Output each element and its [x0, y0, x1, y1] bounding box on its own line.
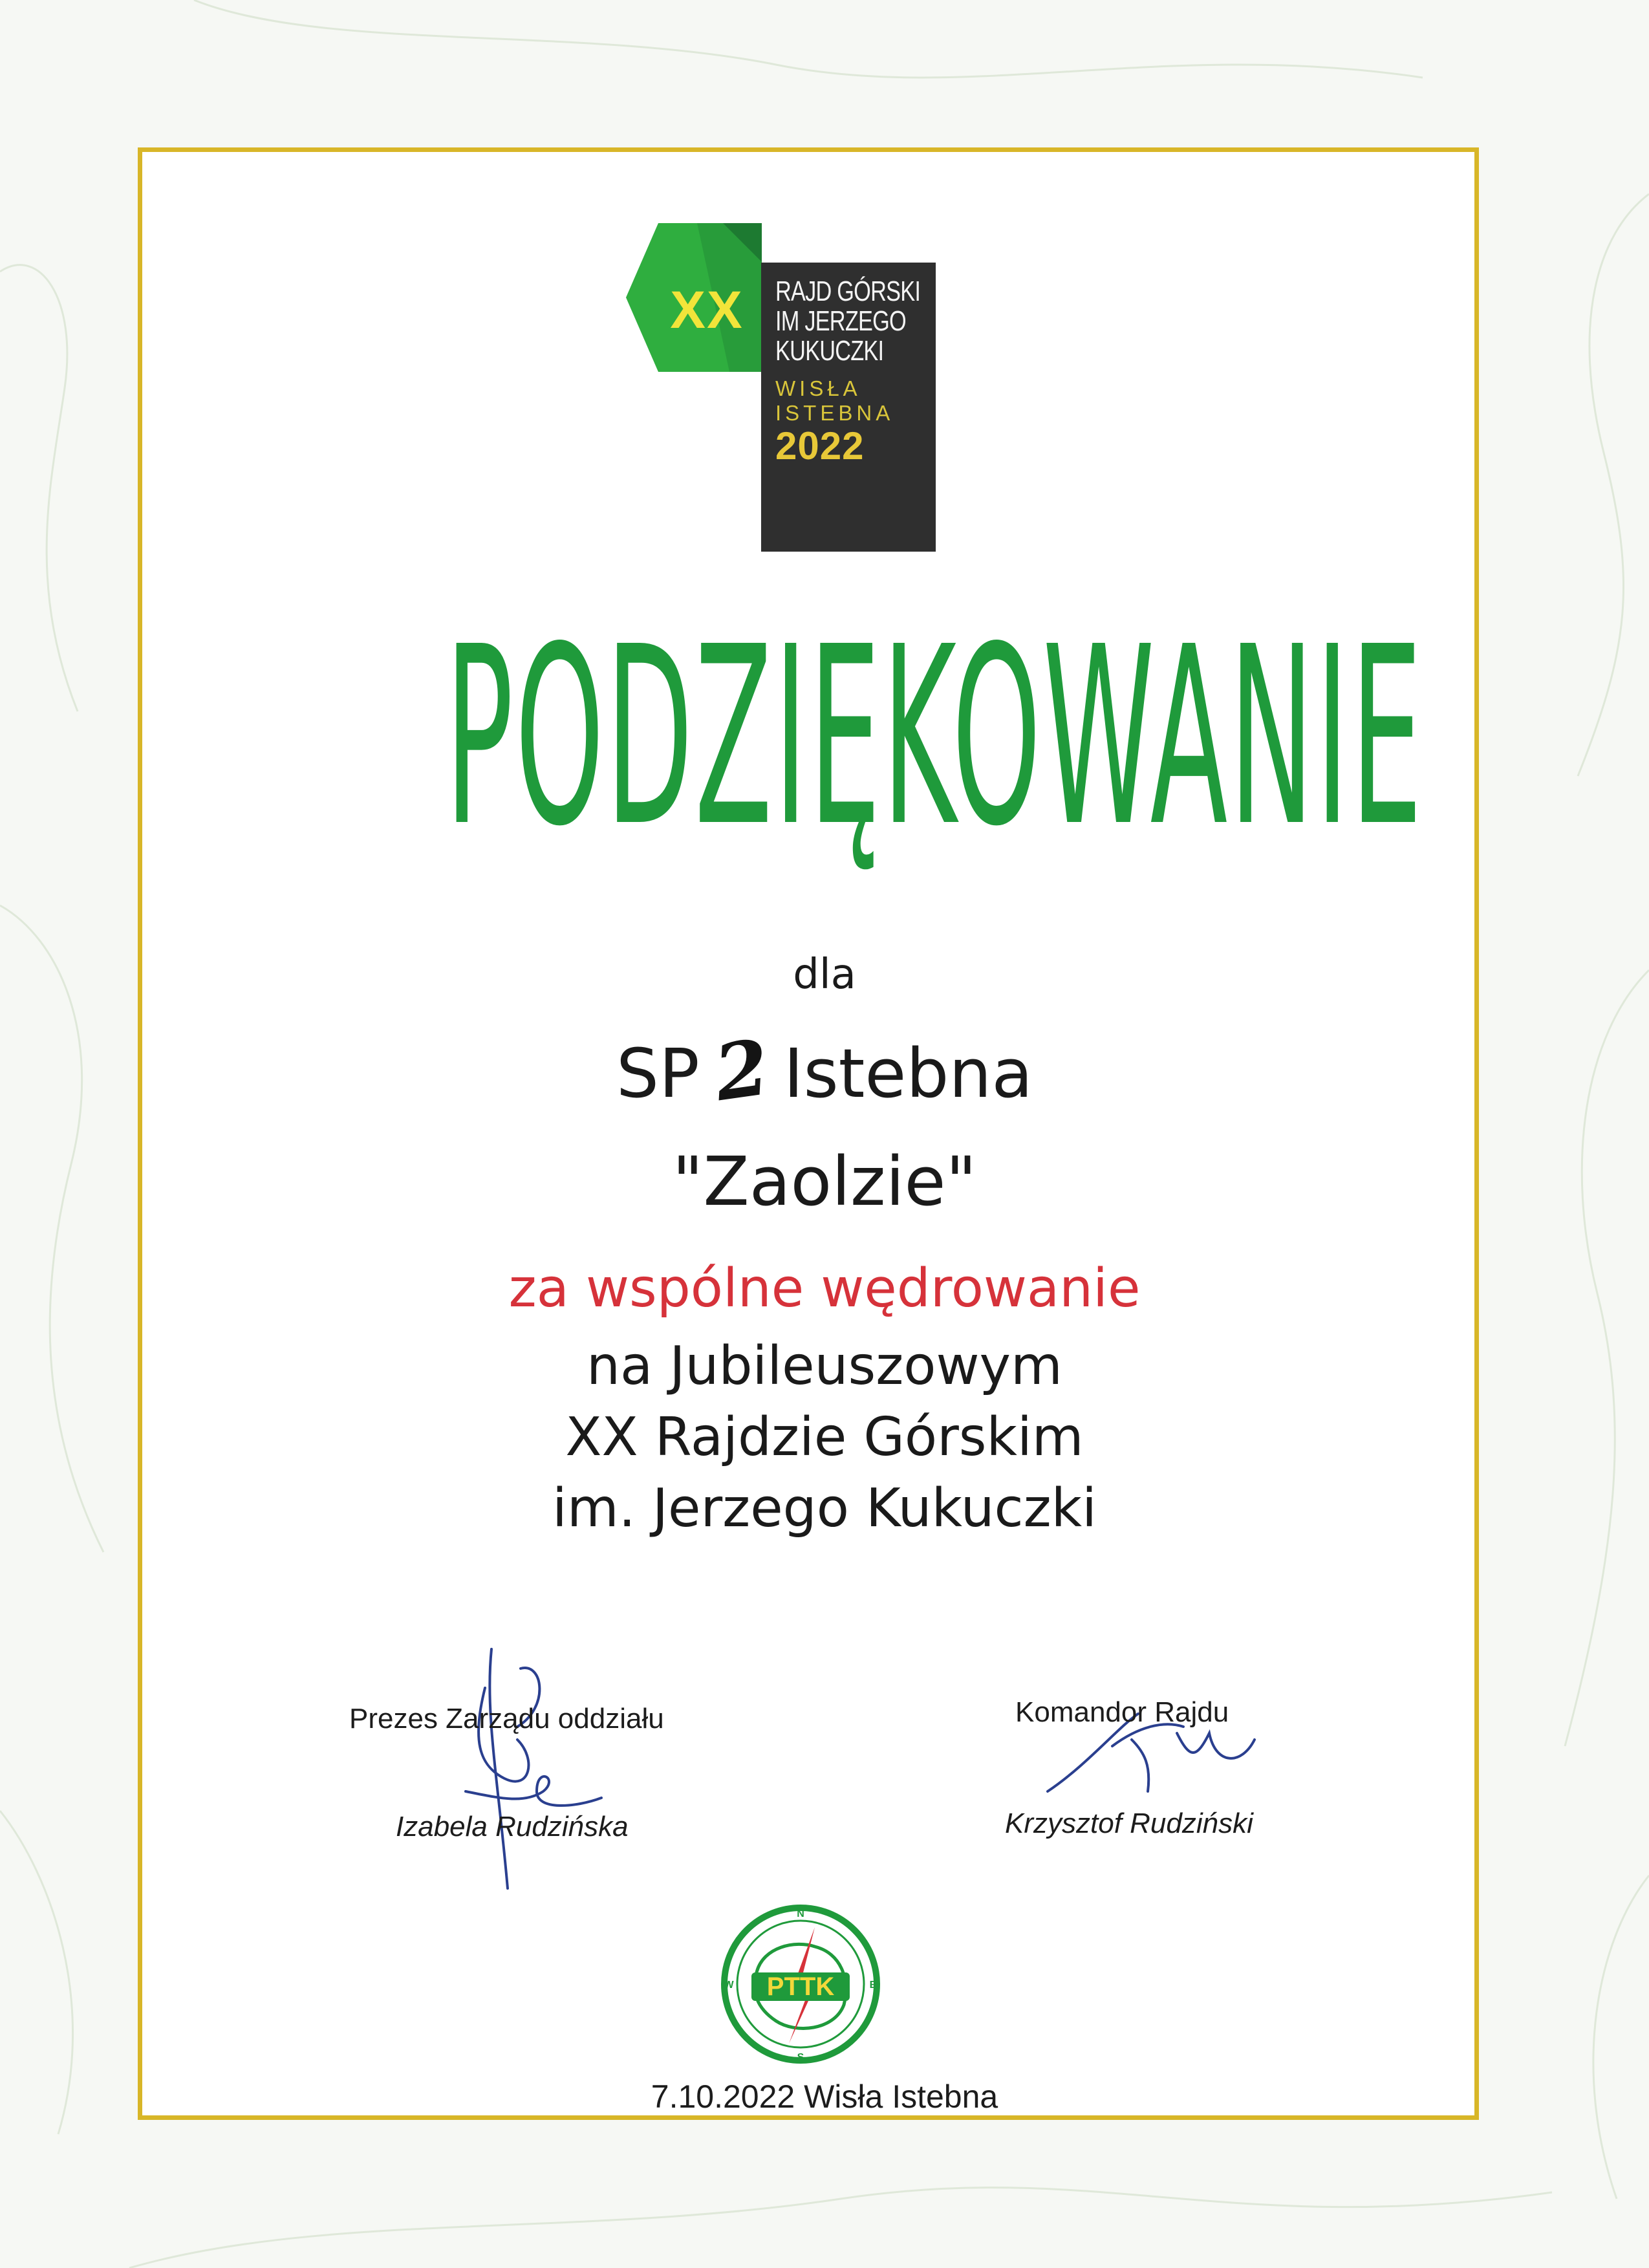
recipient-suffix: Istebna — [783, 1034, 1033, 1113]
body-line: im. Jerzego Kukuczki — [552, 1478, 1097, 1539]
compass-s: S — [797, 2052, 804, 2063]
signature-left — [446, 1636, 614, 1895]
recipient-prefix: SP — [616, 1034, 700, 1113]
signature-name-right: Krzysztof Rudziński — [1005, 1808, 1253, 1839]
logo-line: IM JERZEGO — [775, 305, 906, 337]
certificate-title: PODZIĘKOWANIE — [445, 594, 1424, 880]
logo-line: KUKUCZKI — [775, 335, 884, 367]
logo-line: RAJD GÓRSKI — [775, 275, 921, 307]
pttk-emblem — [718, 1901, 883, 2067]
handwritten-digit: 2 — [709, 1021, 774, 1119]
signature-role-left: Prezes Zarządu oddziału — [349, 1703, 664, 1734]
logo-numeral: XX — [670, 281, 744, 340]
body-line: na Jubileuszowym — [587, 1335, 1062, 1397]
compass-w: W — [724, 1980, 734, 1991]
for-label: dla — [793, 951, 856, 999]
signature-name-left: Izabela Rudzińska — [396, 1811, 629, 1842]
emblem-text: PTTK — [766, 1972, 835, 2001]
recipient-school — [0, 1021, 1649, 1119]
logo-text-box — [761, 263, 936, 552]
logo-place: WISŁA — [775, 376, 861, 400]
compass-n: N — [797, 1908, 804, 1919]
logo-year: 2022 — [775, 424, 865, 468]
signature-role-right: Komandor Rajdu — [1015, 1696, 1229, 1728]
reason-text: za wspólne wędrowanie — [508, 1258, 1141, 1319]
logo-place: ISTEBNA — [775, 401, 894, 425]
date-place-footer: 7.10.2022 Wisła Istebna — [651, 2079, 998, 2115]
compass-e: E — [869, 1980, 877, 1991]
body-line: XX Rajdzie Górskim — [565, 1407, 1084, 1468]
recipient-name: "Zaolzie" — [672, 1142, 977, 1221]
